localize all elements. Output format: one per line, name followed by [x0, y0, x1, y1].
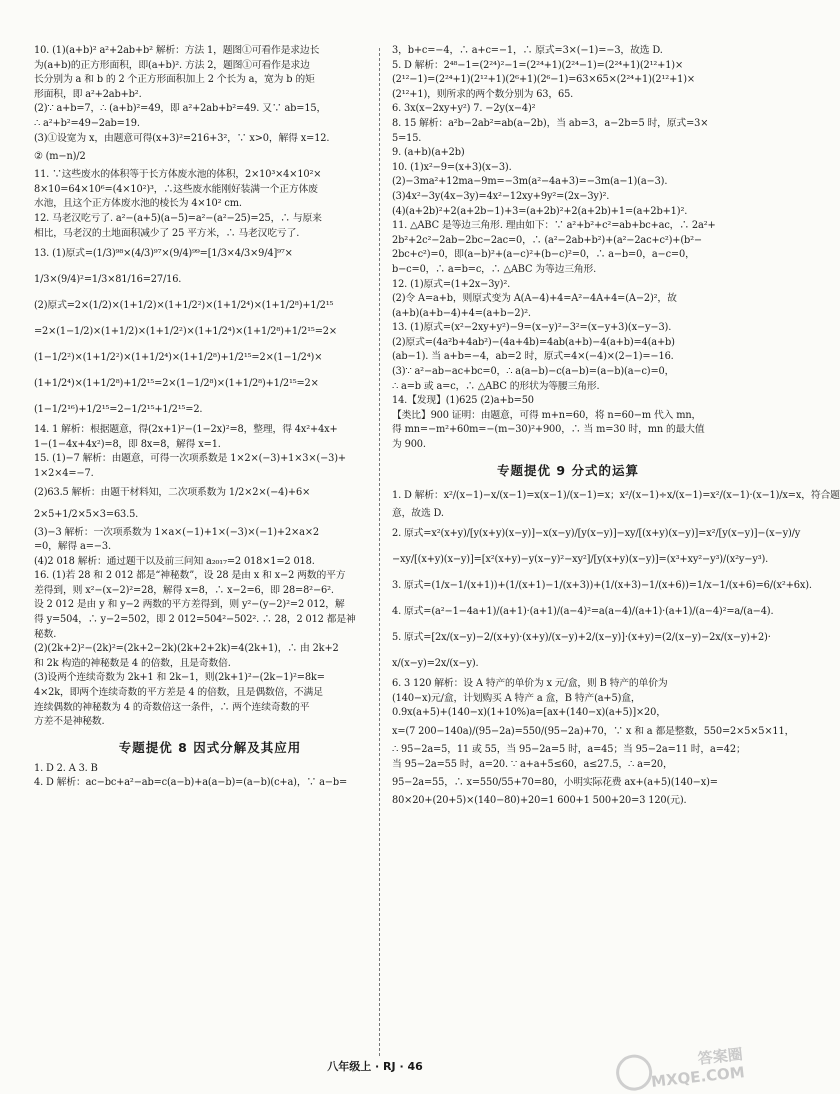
text-line: (2)令 A=a+b，则原式变为 A(A−4)+4=A²−4A+4=(A−2)²，故: [392, 293, 677, 305]
text-line: 为(a+b)的正方形面积，即(a+b)². 方法 2，题图①可看作是求边: [34, 59, 310, 71]
text-line: (4)(a+2b)²+2(a+2b−1)+3=(a+2b)²+2(a+2b)+1=(a+2b+1)².: [392, 205, 688, 217]
text-line: 连续偶数的神秘数为 4 的奇数倍这一条件，∴ 两个连续奇数的平: [34, 701, 310, 713]
text-line: 方差不是神秘数.: [34, 716, 105, 728]
text-line: −xy/[(x+y)(x−y)]=[x²(x+y)−y(x−y)²−xy²]/[y(x+y)(x−y)]=(x³+xy²−y³)/(x²y−y³).: [392, 554, 769, 566]
text-line: 8×10=64×10⁶=(4×10²)³，∴这些废水能刚好装满一个正方体废: [34, 183, 318, 195]
right-column: [392, 44, 840, 809]
text-line: 0.9x(a+5)+(140−x)(1+10%)a=[ax+(140−x)(a+5)]×20，: [392, 707, 666, 719]
watermark: [649, 1045, 746, 1091]
text-line: 13. (1)原式=(x²−2xy+y²)−9=(x−y)²−3²=(x−y+3)(x−y−3).: [392, 322, 672, 334]
text-line: (a+b)(a+b−4)+4=(a+b−2)².: [392, 307, 531, 319]
text-line: 4. D 解析：ac−bc+a²−ab=c(a−b)+a(a−b)=(a−b)(c+a)，∵ a−b=: [34, 777, 348, 789]
text-line: 6. 3x(x−2xy+y²) 7. −2y(x−4)²: [392, 103, 536, 115]
text-line: 5. D 解析：2⁴⁸−1=(2²⁴)²−1=(2²⁴+1)(2²⁴−1)=(2²⁴+1)(2¹²+1)×: [392, 59, 684, 71]
text-line: 秘数.: [34, 628, 57, 640]
text-line: b−c=0，∴ a=b=c，∴ △ABC 为等边三角形.: [392, 263, 597, 275]
text-line: 1. D 解析：x²/(x−1)−x/(x−1)=x(x−1)/(x−1)=x；x²/(x−1)÷x/(x−1)=x²/(x−1)·(x−1)/x=x，符合题: [392, 489, 840, 501]
text-line: 3. 原式=(1/x−1/(x+1))+(1/(x+1)−1/(x+3))+(1/(x+3)−1/(x+6))=1/x−1/(x+6)=6/(x²+6x).: [392, 580, 812, 592]
text-line: ∴ 95−2a=5，11 或 55，当 95−2a=5 时，a=45；当 95−2a=11 时，a=42；: [392, 744, 746, 755]
text-line: x/(x−y)=2x/(x−y).: [392, 658, 479, 670]
text-line: 当 95−2a=55 时，a=20. ∵ a+a+5≤60，a≤27.5，∴ a=20，: [392, 758, 673, 770]
text-line: 得 y=504，∴ y−2=502，即 2 012=504²−502². ∴ 28，2 012 都是神: [34, 614, 356, 626]
text-line: 9. (a+b)(a+2b): [392, 147, 465, 159]
text-line: 6. 3 120 解析：设 A 特产的单价为 x 元/盒，则 B 特产的单价为: [392, 678, 668, 690]
text-line: 5=15.: [392, 132, 422, 144]
text-line: 15. (1)−7 解析：由题意，可得一次项系数是 1×2×(−3)+1×3×(−3)+: [34, 453, 346, 465]
section-heading: 专题提优 8 因式分解及其应用: [118, 739, 302, 755]
text-line: 形面积，即 a²+2ab+b².: [34, 88, 142, 100]
text-line: 5. 原式=[2x/(x−y)−2/(x+y)·(x+y)/(x−y)+2/(x−y)]·(x+y)=(2/(x−y)−2x/(x−y)+2)·: [392, 632, 771, 644]
text-line: 【类比】900 证明：由题意，可得 m+n=60，将 n=60−m 代入 mn，: [392, 409, 702, 421]
text-line: (2)(2k+2)²−(2k)²=(2k+2−2k)(2k+2+2k)=4(2k+1)，∴ 由 2k+2: [34, 643, 339, 655]
text-line: ② (m−n)/2: [34, 151, 86, 163]
text-line: (2)∵ a+b=7，∴ (a+b)²=49，即 a²+2ab+b²=49. 又∵ ab=15，: [34, 103, 327, 115]
text-line: (140−x)元/盒，计划购买 A 特产 a 盒，B 特产(a+5)盒，: [392, 692, 641, 704]
text-line: (ab−1). 当 a+b=−4，ab=2 时，原式=4×(−4)×(2−1)=−16.: [392, 351, 674, 363]
text-line: 差得到，则 x²−(x−2)²=28，解得 x=8，∴ x−2=6，即 28=8²−6².: [34, 584, 334, 596]
text-line: 和 2k 构造的神秘数是 4 的倍数，且是奇数倍.: [34, 657, 231, 669]
text-line: (1+1/2⁴)×(1+1/2⁸)+1/2¹⁵=2×(1−1/2⁸)×(1+1/2⁸)+1/2¹⁵=2×: [34, 378, 319, 390]
text-line: 4. 原式=(a²−1−4a+1)/(a+1)·(a+1)/(a−4)²=a(a−4)/(a+1)·(a+1)/(a−4)²=a/(a−4).: [392, 606, 774, 618]
text-line: 水池，且这个正方体废水池的棱长为 4×10² cm.: [34, 198, 242, 210]
text-line: (4)2 018 解析：通过题干以及前三问知 a₂₀₁₇=2 018×1=2 018.: [34, 555, 315, 567]
text-line: 得 mn=−m²+60m=−(m−30)²+900，∴ 当 m=30 时，mn 的最大值: [392, 424, 705, 436]
text-line: (1−1/2¹⁶)+1/2¹⁵=2−1/2¹⁵+1/2¹⁵=2.: [34, 404, 203, 416]
text-line: 14. 1 解析：根据题意，得(2x+1)²−(1−2x)²=8，整理，得 4x²+4x+: [34, 424, 338, 436]
text-line: 11. △ABC 是等边三角形. 理由如下：∵ a²+b²+c²=ab+bc+ac，∴ 2a²+: [392, 220, 716, 232]
text-line: 14.【发现】(1)625 (2)a+b=50: [392, 395, 534, 407]
text-line: 95−2a=55，∴ x=550/55+70=80，小明实际花费 ax+(a+5)(140−x)=: [392, 777, 718, 789]
text-line: 设 2 012 是由 y 和 y−2 两数的平方差得到，则 y²−(y−2)²=2 012，解: [34, 599, 345, 611]
section-heading: 专题提优 9 分式的运算: [497, 462, 639, 478]
text-line: =2×(1−1/2)×(1+1/2)×(1+1/2²)×(1+1/2⁴)×(1+1/2⁸)+1/2¹⁵=2×: [34, 326, 337, 338]
text-line: (1−1/2²)×(1+1/2²)×(1+1/2⁴)×(1+1/2⁸)+1/2¹⁵=2×(1−1/2⁴)×: [34, 352, 323, 364]
text-line: 1×2×4=−7.: [34, 467, 94, 479]
text-line: x=(7 200−140a)/(95−2a)=550/(95−2a)+70，∵ x 和 a 都是整数，550=2×5×5×11，: [392, 726, 795, 737]
text-line: 10. (1)(a+b)² a²+2ab+b² 解析：方法 1，题图①可看作是求边长: [34, 45, 320, 56]
text-line: 10. (1)x²−9=(x+3)(x−3).: [392, 161, 512, 173]
left-column: [34, 44, 386, 791]
text-line: (2)63.5 解析：由题干材料知，二次项系数为 1/2×2×(−4)+6×: [34, 486, 311, 498]
text-line: 1−(1−4x+4x²)=8，即 8x=8，解得 x=1.: [34, 438, 221, 450]
text-line: 8. 15 解析：a²b−2ab²=ab(a−2b)，当 ab=3，a−2b=5 时，原式=3×: [392, 117, 709, 129]
text-line: 2bc+c²)=0，即(a−b)²+(a−c)²+(b−c)²=0，∴ a−b=0，a−c=0，: [392, 249, 695, 261]
text-line: (2)−3ma²+12ma−9m=−3m(a²−4a+3)=−3m(a−1)(a−3).: [392, 176, 668, 188]
text-line: (2)原式=(4a²b+4ab²)−(4a+4b)=4ab(a+b)−4(a+b)=4(a+b): [392, 336, 675, 348]
text-line: (3)∵ a²−ab−ac+bc=0，∴ a(a−b)−c(a−b)=(a−b)(a−c)=0，: [392, 366, 675, 378]
text-line: (2¹²−1)=(2²⁴+1)(2¹²+1)(2⁶+1)(2⁶−1)=63×65×(2²⁴+1)(2¹²+1)×: [392, 74, 695, 86]
text-line: 2. 原式=x²(x+y)/[y(x+y)(x−y)]−x(x−y)/[y(x−y)]−xy/[(x+y)(x−y)]=x²/[y(x−y)]−(x−y)/y: [392, 528, 801, 540]
text-line: 长分别为 a 和 b 的 2 个正方形面积加上 2 个长为 a，宽为 b 的矩: [34, 74, 315, 86]
text-line: (2¹²+1)，则所求的两个数分别为 63，65.: [392, 88, 574, 100]
text-line: 2×5+1/2×5×3=63.5.: [34, 508, 139, 520]
text-line: =0，解得 a=−3.: [34, 541, 111, 553]
text-line: ∴ a=b 或 a=c，∴ △ABC 的形状为等腰三角形.: [392, 380, 600, 392]
text-line: (3)①设宽为 x，由题意可得(x+3)²=216+3²，∵ x>0，解得 x=12.: [34, 132, 330, 144]
text-line: 相比，马老汉的土地面积减少了 25 平方米，∴ 马老汉吃亏了.: [34, 227, 300, 239]
text-line: 为 900.: [392, 439, 426, 451]
text-line: (2)原式=2×(1/2)×(1+1/2)×(1+1/2²)×(1+1/2⁴)×(1+1/2⁸)+1/2¹⁵: [34, 300, 334, 312]
watermark-text: 答案圈 MXQE.COM: [650, 1045, 746, 1091]
text-line: 1/3×(9/4)²=1/3×81/16=27/16.: [34, 274, 182, 286]
page-footer: 八年级上 · RJ · 46: [327, 1060, 423, 1073]
text-line: ∴ a²+b²=49−2ab=19.: [34, 117, 140, 129]
text-line: 4×2k，即两个连续奇数的平方差是 4 的倍数，且是偶数倍，不满足: [34, 687, 323, 699]
text-line: 12. 马老汉吃亏了. a²−(a+5)(a−5)=a²−(a²−25)=25，∴ 与原来: [34, 212, 322, 224]
text-line: 意，故选 D.: [392, 507, 444, 519]
text-line: 2b²+2c²−2ab−2bc−2ac=0，∴ (a²−2ab+b²)+(a²−2ac+c²)+(b²−: [392, 234, 702, 246]
text-line: 3，b+c=−4，∴ a+c=−1，∴ 原式=3×(−1)=−3，故选 D.: [392, 45, 663, 56]
text-line: 1. D 2. A 3. B: [34, 762, 98, 774]
text-line: (3)−3 解析：一次项系数为 1×a×(−1)+1×(−3)×(−1)+2×a×2: [34, 526, 319, 538]
text-line: 13. (1)原式=(1/3)⁹⁸×(4/3)⁹⁷×(9/4)⁹⁹=[1/3×4/3×9/4]⁹⁷×: [34, 248, 293, 260]
text-line: 11. ∵这些废水的体积等于长方体废水池的体积，2×10³×4×10²×: [34, 169, 322, 181]
text-line: 16. (1)若 28 和 2 012 都是“神秘数”，设 28 是由 x 和 x−2 两数的平方: [34, 570, 346, 582]
text-line: (3)4x²−3y(4x−3y)=4x²−12xy+9y²=(2x−3y)².: [392, 190, 610, 202]
text-line: (3)设两个连续奇数为 2k+1 和 2k−1，则(2k+1)²−(2k−1)²=8k=: [34, 672, 325, 684]
text-line: 80×20+(20+5)×(140−80)+20=1 600+1 500+20=3 120(元).: [392, 795, 687, 807]
text-line: 12. (1)原式=(1+2x−3y)².: [392, 278, 511, 290]
